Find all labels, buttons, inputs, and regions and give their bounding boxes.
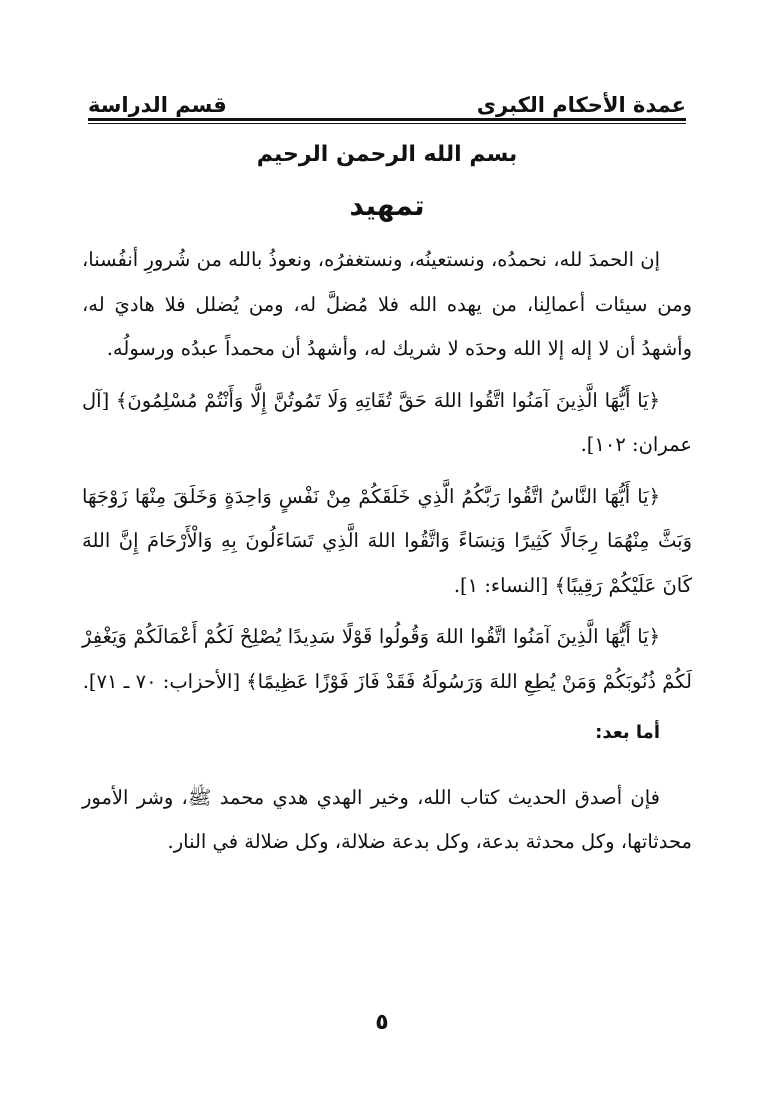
paragraph-verse-al-ahzab: ﴿يَا أَيُّهَا الَّذِينَ آمَنُوا اتَّقُوا اللهَ وَقُولُوا قَوْلًا سَدِيدًا يُصْلِحْ لَكُمْ أَعْمَالَكُمْ وَيَغْفِرْ لَكُمْ ذُنُوبَكُمْ وَمَنْ يُطِعِ اللهَ وَرَسُولَهُ فَقَدْ فَازَ فَوْزًا عَظِيمًا﴾ [الأحزاب: ٧٠ ـ ٧١]. — [82, 625, 692, 693]
header-rule-thin — [88, 123, 686, 124]
subheading-amma-bad: أما بعد: — [595, 722, 660, 743]
header-book-title: عمدة الأحكام الكبرى — [476, 93, 686, 117]
paragraph-verse-al-imran: ﴿يَا أَيُّهَا الَّذِينَ آمَنُوا اتَّقُوا اللهَ حَقَّ تُقَاتِهِ وَلَا تَمُوتُنَّ إِلَّا وَأَنْتُمْ مُسْلِمُونَ﴾ [آل عمران: ١٠٢]. — [82, 388, 692, 456]
chapter-title: تمهيد — [349, 189, 425, 222]
paragraph-verse-an-nisa: ﴿يَا أَيُّهَا النَّاسُ اتَّقُوا رَبَّكُمُ الَّذِي خَلَقَكُمْ مِنْ نَفْسٍ وَاحِدَةٍ وَخَلَقَ مِنْهَا زَوْجَهَا وَبَثَّ مِنْهُمَا رِجَالًا كَثِيرًا وَنِسَاءً وَاتَّقُوا اللهَ الَّذِي تَسَاءَلُونَ بِهِ وَالْأَرْحَامَ إِنَّ اللهَ كَانَ عَلَيْكُمْ رَقِيبًا﴾ [النساء: ١]. — [82, 484, 692, 597]
body-text — [82, 238, 692, 865]
header-rule-thick — [88, 118, 686, 121]
paragraph-opening: إن الحمدَ لله، نحمدُه، ونستعينُه، ونستغفرُه، ونعوذُ بالله من شُرورِ أنفُسنا، ومن سيئات أعمالِنا، من يهده الله فلا مُضلَّ له، ومن يُضلل فلا هاديَ له، وأشهدُ أن لا إله إلا الله وحدَه لا شريك له، وأشهدُ أن محمداً عبدُه ورسولُه. — [82, 248, 692, 360]
basmala: بسم الله الرحمن الرحيم — [256, 142, 518, 167]
running-header — [88, 82, 686, 116]
paragraph-hadith: فإن أصدق الحديث كتاب الله، وخير الهدي هدي محمد ﷺ، وشر الأمور محدثاتها، وكل محدثة بدعة، وكل بدعة ضلالة، وكل ضلالة في النار. — [82, 785, 692, 853]
page-number: ٥ — [375, 1010, 389, 1035]
header-section: قسم الدراسة — [88, 93, 227, 117]
